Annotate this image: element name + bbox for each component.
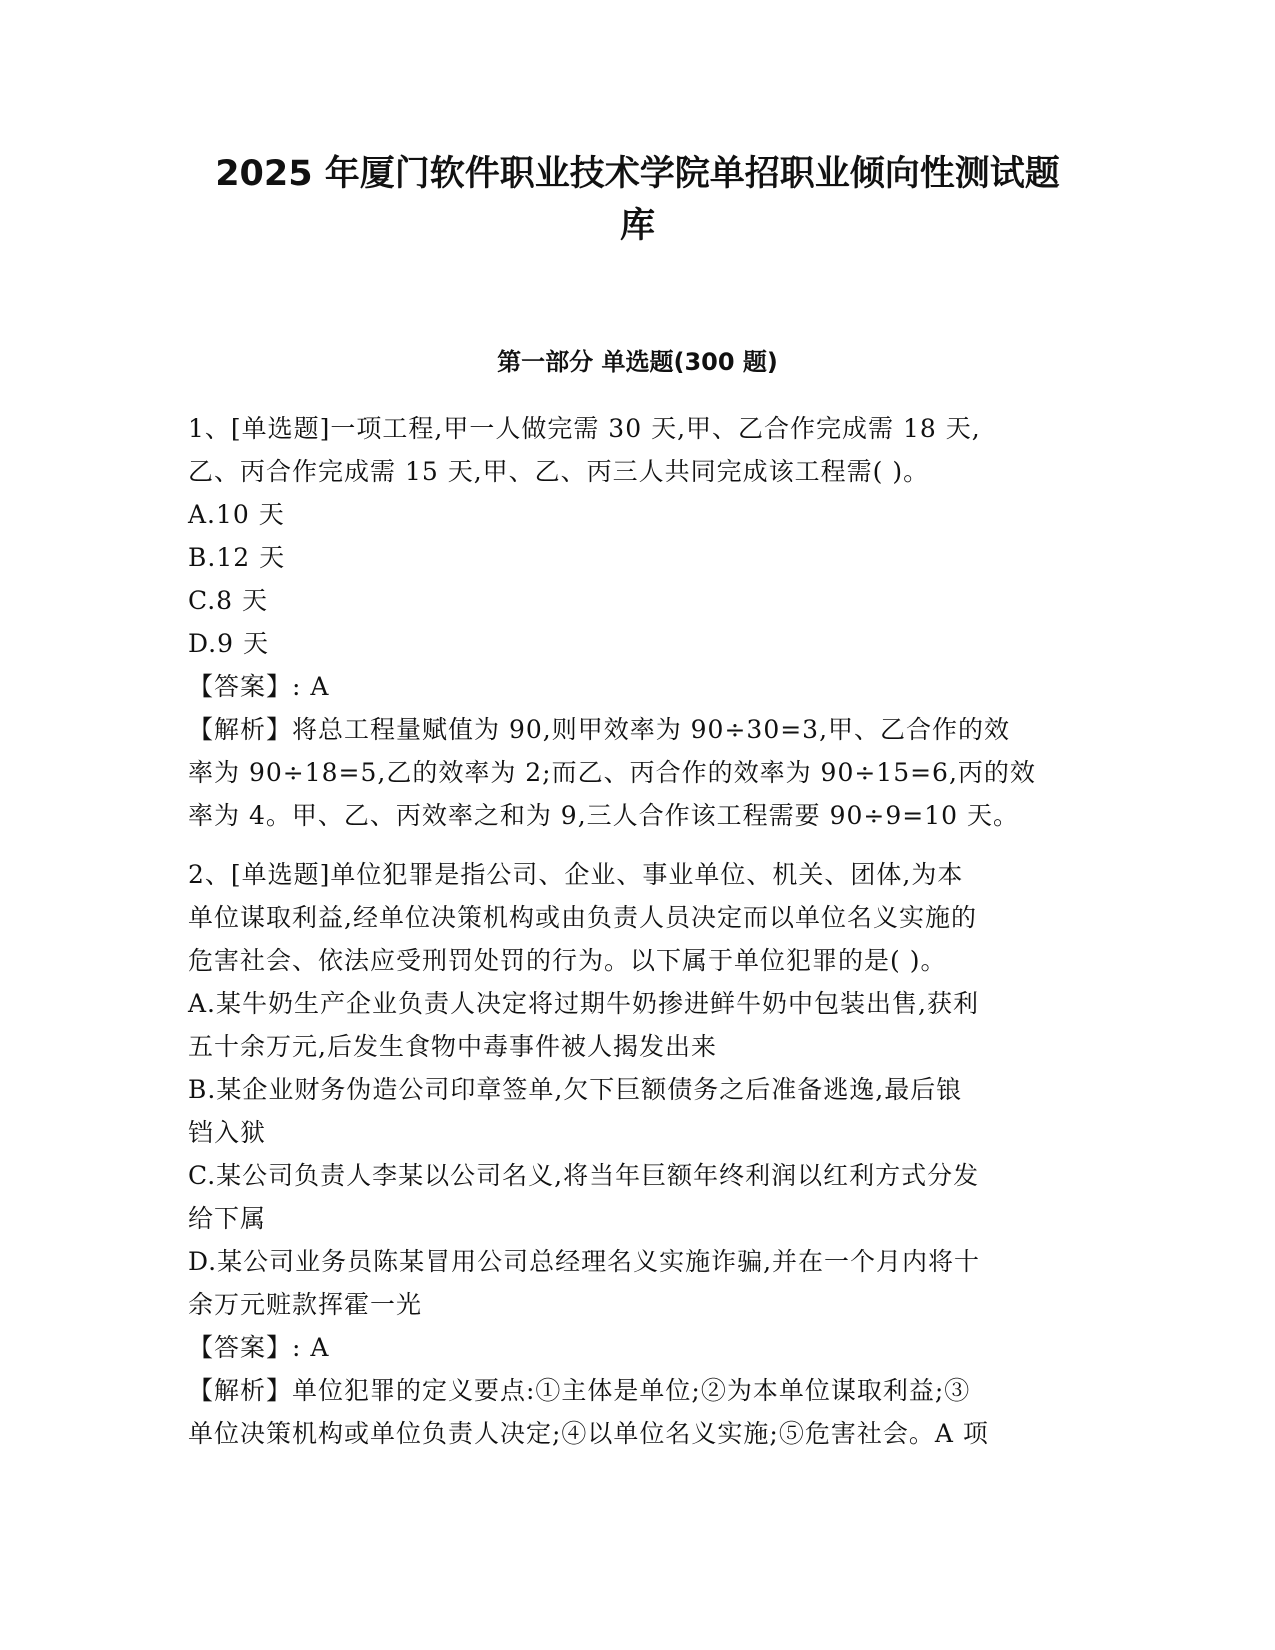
option-a: 五十余万元,后发生食物中毒事件被人揭发出来 [188,1032,717,1061]
analysis: 【解析】将总工程量赋值为 90,则甲效率为 90÷30=3,甲、乙合作的效 [188,715,1011,744]
question-2 [188,853,1088,1455]
question-1 [188,407,1088,837]
option-b: B.12 天 [188,543,286,572]
section-title: 第一部分 单选题(300 题) [497,348,778,376]
question-list [188,407,1088,1471]
option-b: B.某企业财务伪造公司印章签单,欠下巨额债务之后准备逃逸,最后锒 [188,1075,963,1104]
question-stem: 2、[单选题]单位犯罪是指公司、企业、事业单位、机关、团体,为本 [188,860,964,889]
question-stem: 单位谋取利益,经单位决策机构或由负责人员决定而以单位名义实施的 [188,903,977,932]
option-b: 铛入狱 [188,1118,267,1147]
answer: 【答案】: A [188,672,330,701]
analysis: 率为 90÷18=5,乙的效率为 2;而乙、丙合作的效率为 90÷15=6,丙的效 [188,758,1036,787]
analysis: 率为 4。甲、乙、丙效率之和为 9,三人合作该工程需要 90÷9=10 天。 [188,801,1019,830]
option-c: C.某公司负责人李某以公司名义,将当年巨额年终利润以红利方式分发 [188,1161,980,1190]
option-a: A.某牛奶生产企业负责人决定将过期牛奶掺进鲜牛奶中包装出售,获利 [188,989,979,1018]
question-stem: 乙、丙合作完成需 15 天,甲、乙、丙三人共同完成该工程需( )。 [188,457,930,486]
option-a: A.10 天 [188,500,285,529]
option-d: D.某公司业务员陈某冒用公司总经理名义实施诈骗,并在一个月内将十 [188,1247,981,1276]
option-d: 余万元赃款挥霍一光 [188,1290,423,1319]
analysis: 【解析】单位犯罪的定义要点:①主体是单位;②为本单位谋取利益;③ [188,1376,971,1405]
answer: 【答案】: A [188,1333,330,1362]
document-title [150,148,1125,252]
option-c: C.8 天 [188,586,269,615]
document-title-line-1: 2025 年厦门软件职业技术学院单招职业倾向性测试题 [215,154,1060,194]
option-c: 给下属 [188,1204,267,1233]
analysis: 单位决策机构或单位负责人决定;④以单位名义实施;⑤危害社会。A 项 [188,1419,989,1448]
document-title-line-2: 库 [619,206,655,246]
option-d: D.9 天 [188,629,269,658]
question-stem: 危害社会、依法应受刑罚处罚的行为。以下属于单位犯罪的是( )。 [188,946,947,975]
question-stem: 1、[单选题]一项工程,甲一人做完需 30 天,甲、乙合作完成需 18 天, [188,414,981,443]
